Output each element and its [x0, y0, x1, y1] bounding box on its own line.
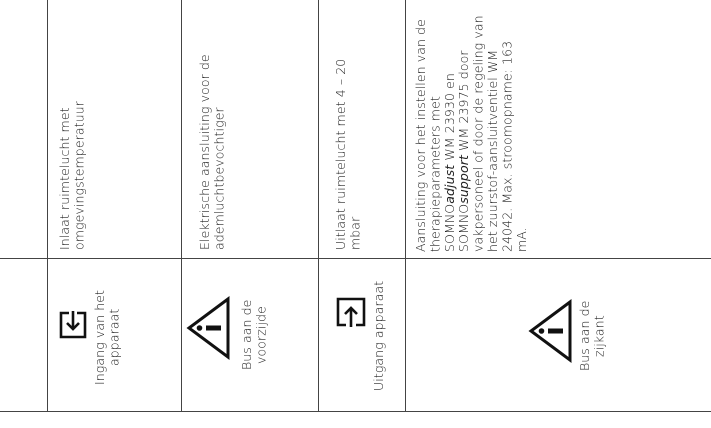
row-1-description: Inlaat ruimtelucht met omgevingstemperatuur [57, 101, 87, 250]
row-2-description: Elektrische aansluiting voor de ademluchtbevochtiger [197, 54, 227, 250]
row-4-description-part-1: Aansluiting voor het instellen van de therapieparameters met SOMNO [413, 19, 457, 252]
row-4-description-italic-support: support [456, 155, 472, 204]
warning-triangle-icon [186, 295, 232, 361]
column-divider-3 [318, 0, 319, 412]
row-4-label: Bus aan de zijkant [577, 300, 607, 372]
table-border-bottom [0, 411, 711, 412]
row-4-description [414, 12, 704, 252]
row-4-description-part-5: WM 23975 door vakpersoneel of door de regeling van het zuurstof-aansluitventiel WM 24042. Max. stroomopname: 163 mA. [456, 15, 529, 252]
row-4-description-part-3: WM 23930 en SOMNO [441, 73, 472, 252]
column-divider-2 [181, 0, 182, 412]
table-divider-horizontal [0, 258, 711, 259]
row-1-label: Ingang van het apparaat [92, 289, 122, 386]
outlet-arrow-icon [335, 296, 367, 328]
warning-triangle-icon [528, 298, 574, 364]
row-2-label: Bus aan de voorzijde [239, 299, 269, 371]
column-divider-4 [405, 0, 406, 412]
column-divider-1 [47, 0, 48, 412]
row-3-label: Uitgang apparaat [371, 280, 386, 392]
row-3-description: Uitlaat ruimtelucht met 4 – 20 mbar [333, 58, 363, 250]
inlet-arrow-icon [58, 310, 88, 340]
row-4-description-italic-adjust: adjust [441, 164, 457, 204]
